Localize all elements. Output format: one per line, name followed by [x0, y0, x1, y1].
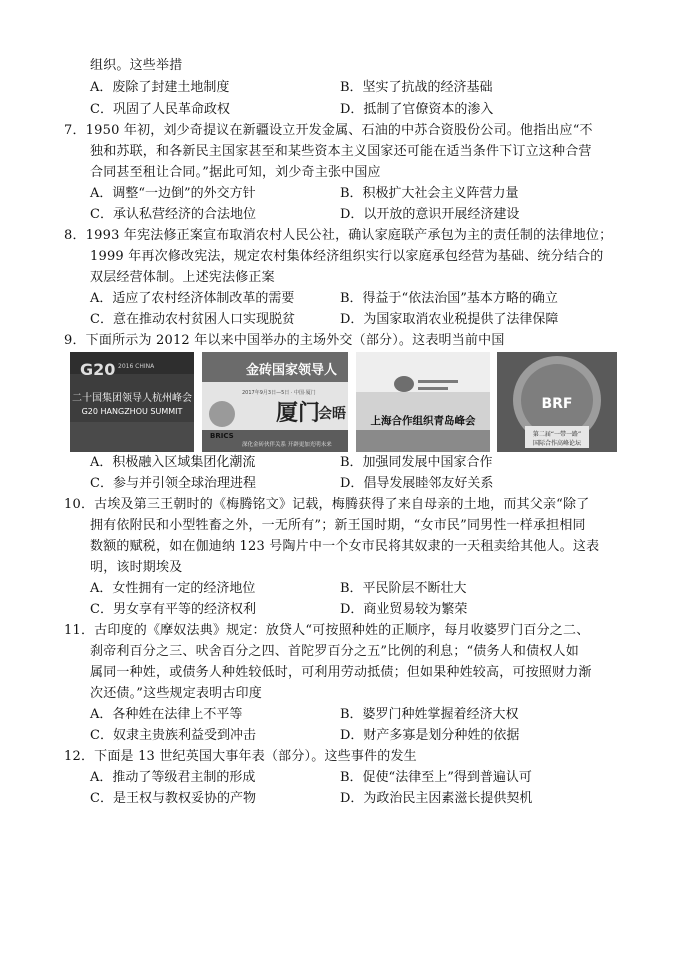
q6-option-d[interactable]: D．抵制了官僚资本的渗入 [340, 102, 494, 117]
q10-stem-line-4: 明，该时期埃及 [90, 560, 183, 575]
q10-option-b[interactable]: B．平民阶层不断壮大 [340, 581, 467, 596]
photo-brics-xiamen [202, 352, 348, 452]
q11-stem-line-2: 刹帝利百分之三、吠舍百分之四、首陀罗百分之五”比例的利息；“债务人和债权人如 [90, 644, 579, 659]
brics-city: 厦门 [276, 401, 321, 426]
q10-stem-line-1: 10．古埃及第三王朝时的《梅腾铭文》记载，梅腾获得了来自母亲的土地，而其父亲“除了 [64, 497, 590, 512]
q6-stem-tail: 组织。这些举措 [90, 58, 183, 73]
q9-option-a[interactable]: A．积极融入区域集团化潮流 [90, 455, 256, 470]
brics-brand: BRICS [210, 432, 234, 440]
sco-title: 上海合作组织青岛峰会 [370, 415, 476, 427]
q11-stem-line-3: 属同一种姓，或债务人种姓较低时，可利用劳动抵债；但如果种姓较高，可按照财力渐 [90, 665, 592, 680]
q7-stem-line-2: 独和苏联，和各新民主国家甚至和某些资本主义国家还可能在适当条件下订立这种合营 [90, 144, 592, 159]
q8-option-b[interactable]: B．得益于“依法治国”基本方略的确立 [340, 291, 558, 306]
q7-option-c[interactable]: C．承认私营经济的合法地位 [90, 207, 256, 222]
q12-option-a[interactable]: A．推动了等级君主制的形成 [90, 770, 256, 785]
q6-option-c[interactable]: C．巩固了人民革命政权 [90, 102, 230, 117]
brf-title-line-2: 国际合作高峰论坛 [532, 440, 582, 447]
q10-option-c[interactable]: C．男女享有平等的经济权利 [90, 602, 256, 617]
g20-english-title: G20 HANGZHOU SUMMIT [81, 407, 183, 416]
q7-option-d[interactable]: D．以开放的意识开展经济建设 [340, 207, 520, 222]
q11-option-d[interactable]: D．财产多寡是划分种姓的依据 [340, 728, 520, 743]
q7-stem-line-1: 7．1950 年初，刘少奇提议在新疆设立开发金属、石油的中苏合资股份公司。他指出应“不 [64, 123, 593, 138]
q10-stem-line-2: 拥有依附民和小型牲畜之外，一无所有”；新王国时期，“女市民”同男性一样承担相同 [90, 518, 586, 533]
q8-stem-line-1: 8．1993 年宪法修正案宣布取消农村人民公社，确认家庭联产承包为主的责任制的法律地位； [64, 228, 613, 243]
brf-title-line-1: 第二届“一带一路” [532, 431, 582, 438]
q9-option-d[interactable]: D．倡导发展睦邻友好关系 [340, 476, 494, 491]
g20-year-label: 2016 CHINA [118, 363, 155, 370]
q11-option-c[interactable]: C．奴隶主贵族利益受到冲击 [90, 728, 256, 743]
q7-stem-line-3: 合同甚至租让合同。”据此可知，刘少奇主张中国应 [90, 165, 381, 180]
q9-option-c[interactable]: C．参与并引领全球治理进程 [90, 476, 256, 491]
q12-option-b[interactable]: B．促使“法律至上”得到普遍认可 [340, 770, 532, 785]
photo-g20-hangzhou [70, 352, 194, 452]
q8-option-a[interactable]: A．适应了农村经济体制改革的需要 [90, 291, 295, 306]
q11-option-b[interactable]: B．婆罗门种姓掌握着经济大权 [340, 707, 519, 722]
brics-title-tail: 会晤 [318, 406, 346, 422]
q8-stem-line-3: 双层经营体制。上述宪法修正案 [90, 270, 275, 285]
brics-slogan: 深化金砖伙伴关系 开辟更加光明未来 [242, 442, 332, 448]
photo-sco-qingdao [356, 352, 490, 452]
q12-option-c[interactable]: C．是王权与教权妥协的产物 [90, 791, 256, 806]
brics-title: 金砖国家领导人 [246, 363, 338, 378]
q7-option-a[interactable]: A．调整“一边倒”的外交方针 [90, 186, 256, 201]
q6-option-b[interactable]: B．坚实了抗战的经济基础 [340, 80, 493, 95]
q12-option-d[interactable]: D．为政治民主因素滋长提供契机 [340, 791, 533, 806]
q10-stem-line-3: 数额的赋税，如在伽迪纳 123 号陶片中一个女市民将其奴隶的一天租卖给其他人。这表 [90, 539, 600, 554]
q11-stem-line-4: 次还债。”这些规定表明古印度 [90, 686, 262, 701]
g20-logo: G20 [80, 360, 116, 379]
photo-belt-road-forum [497, 352, 617, 452]
q8-stem-line-2: 1999 年再次修改宪法，规定农村集体经济组织实行以家庭承包经营为基础、统分结合的 [90, 249, 604, 264]
q9-stem: 9．下面所示为 2012 年以来中国举办的主场外交（部分）。这表明当前中国 [64, 333, 505, 348]
q12-stem: 12．下面是 13 世纪英国大事年表（部分）。这些事件的发生 [64, 749, 417, 764]
q10-option-a[interactable]: A．女性拥有一定的经济地位 [90, 581, 256, 596]
brf-logo: BRF [541, 396, 573, 412]
q6-option-a[interactable]: A．废除了封建土地制度 [90, 80, 230, 95]
q8-option-c[interactable]: C．意在推动农村贫困人口实现脱贫 [90, 312, 295, 327]
q11-option-a[interactable]: A．各种姓在法律上不平等 [90, 707, 243, 722]
g20-chinese-title: 二十国集团领导人杭州峰会 [72, 393, 192, 404]
brics-date: 2017年9月3日—5日 · 中国·厦门 [242, 390, 316, 396]
q9-option-b[interactable]: B．加强同发展中国家合作 [340, 455, 493, 470]
q8-option-d[interactable]: D．为国家取消农业税提供了法律保障 [340, 312, 559, 327]
q10-option-d[interactable]: D．商业贸易较为繁荣 [340, 602, 468, 617]
q11-stem-line-1: 11．古印度的《摩奴法典》规定：放贷人“可按照种姓的正顺序，每月收婆罗门百分之二、 [64, 623, 590, 638]
q7-option-b[interactable]: B．积极扩大社会主义阵营力量 [340, 186, 519, 201]
